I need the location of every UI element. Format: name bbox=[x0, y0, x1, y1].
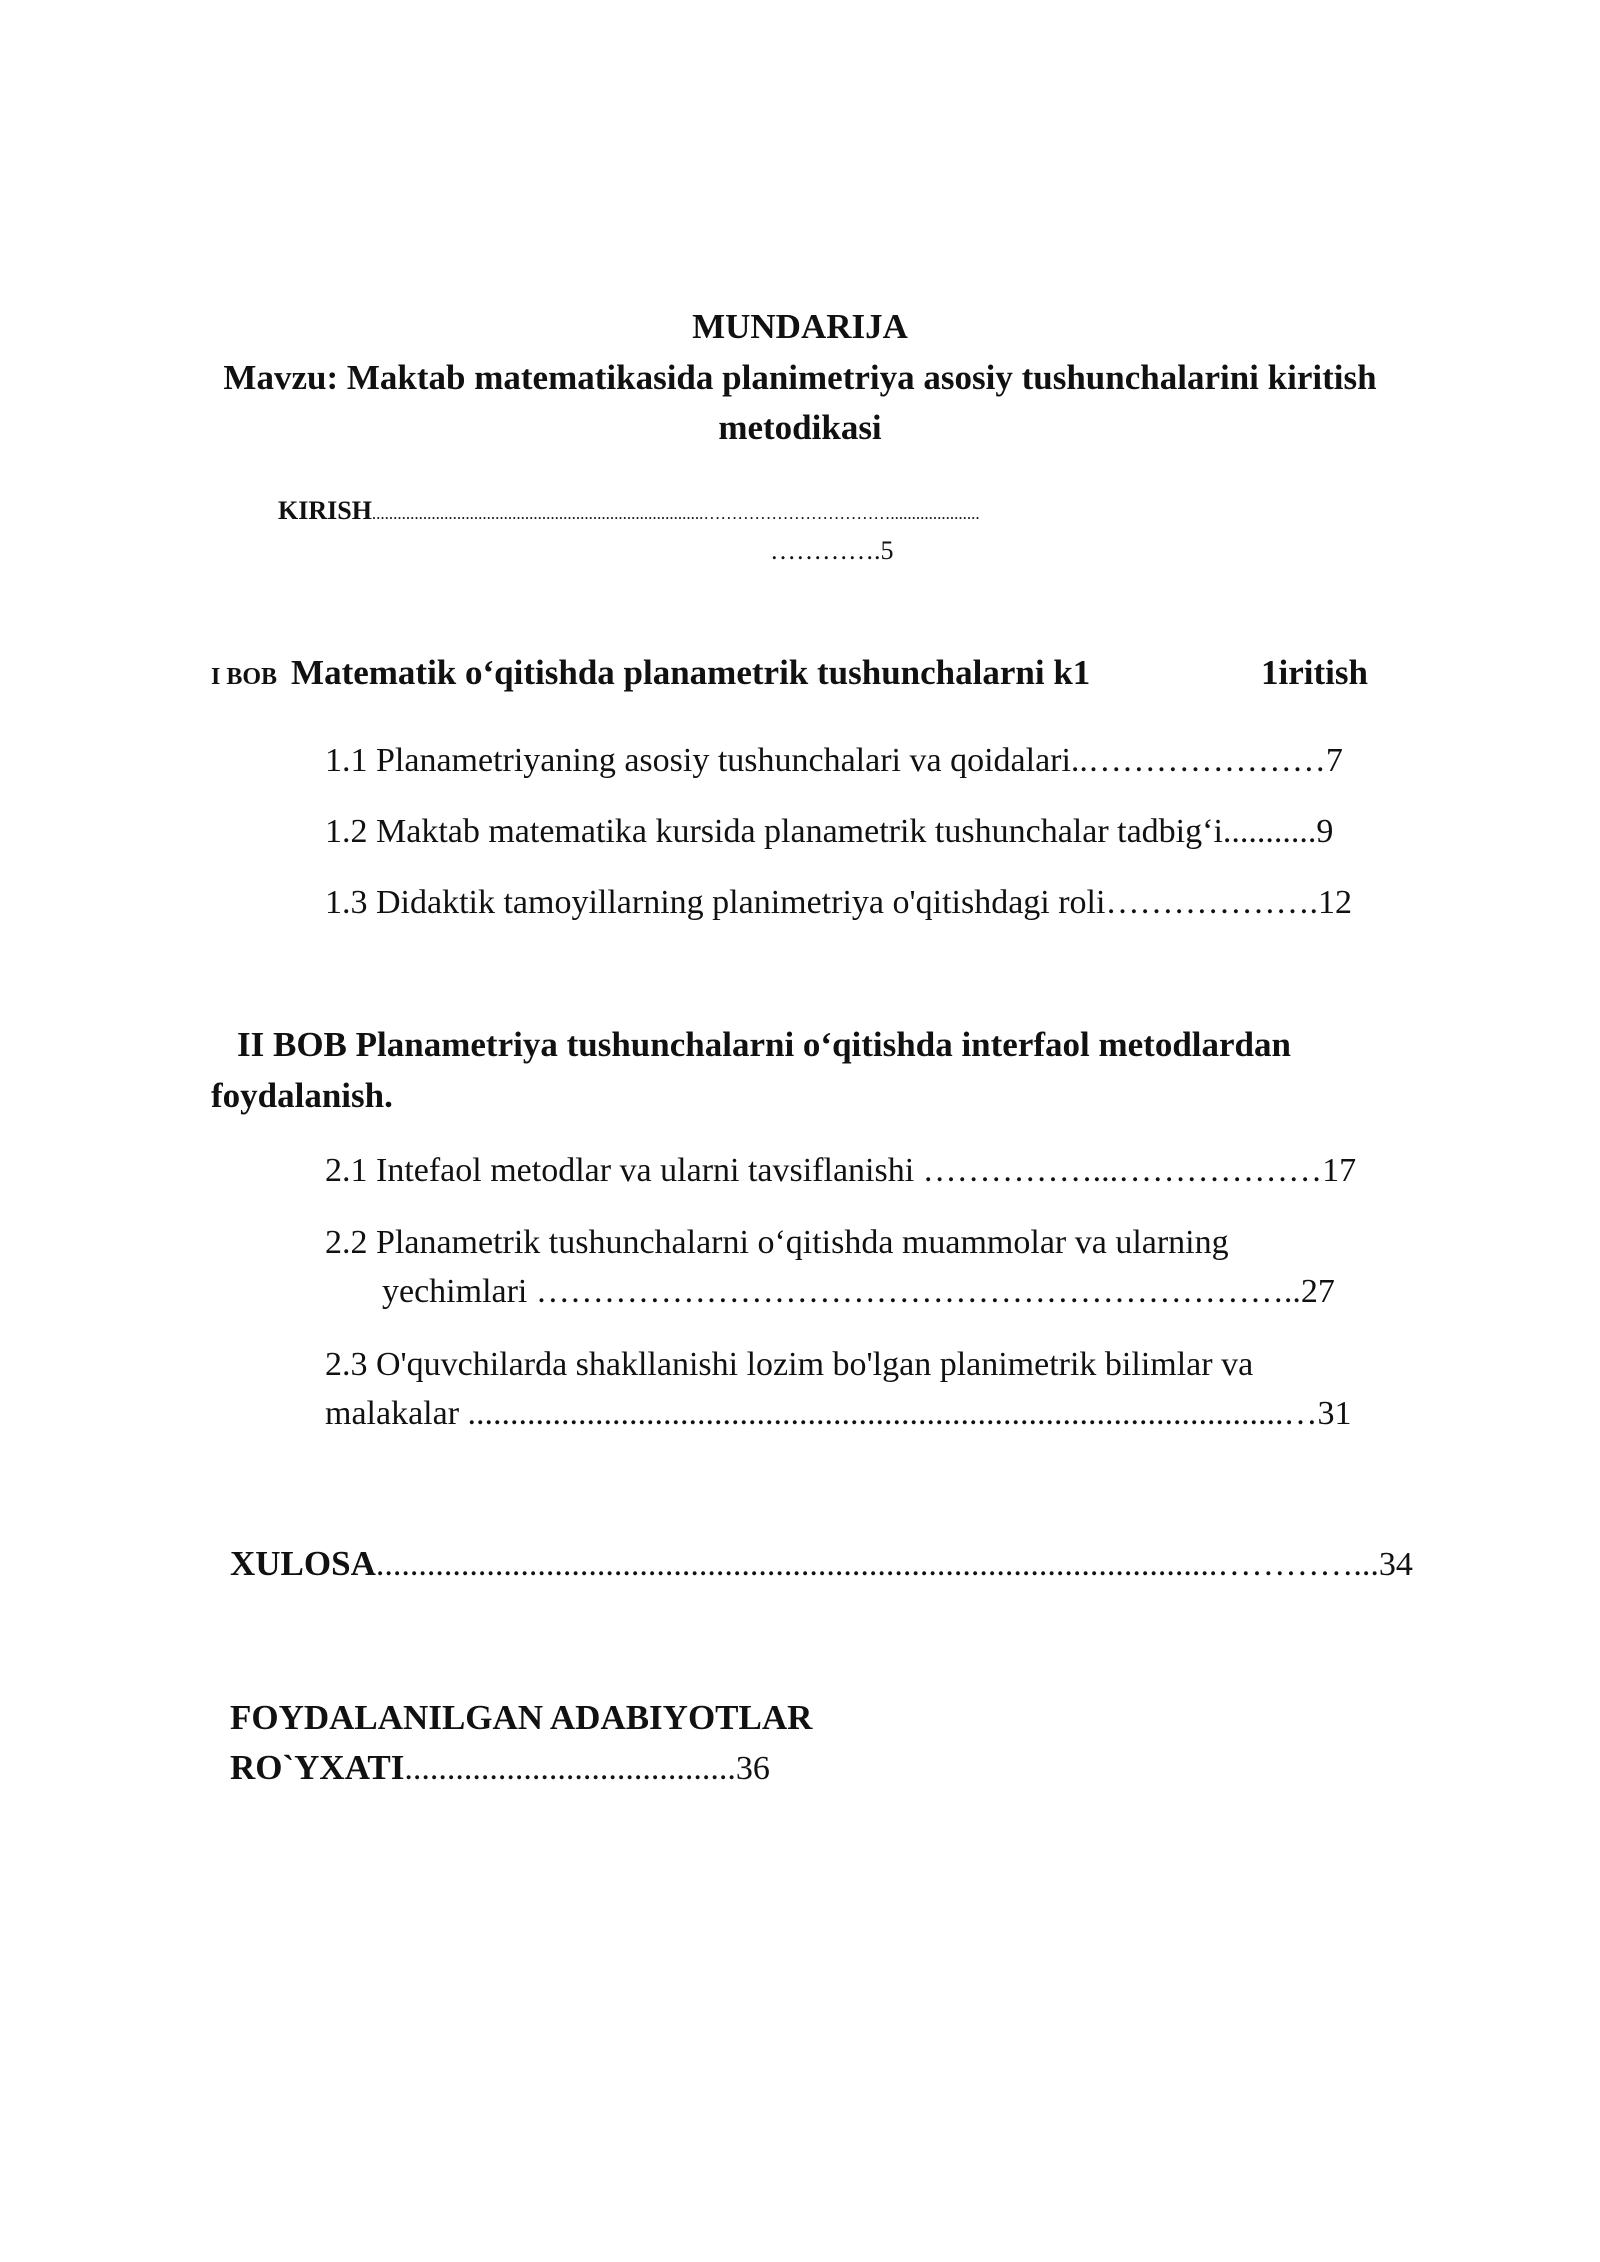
section-2-3-line-1: 2.3 O'quvchilarda shakllanishi lozim bo'lgan planimetrik bilimlar va bbox=[325, 1346, 1254, 1383]
toc-entry-intro bbox=[278, 498, 980, 524]
references-label-line-2: RO`YXATI bbox=[230, 1748, 405, 1787]
topic-line-2: metodikasi bbox=[718, 408, 882, 447]
section-2-3-line-2: malakalar ................................................................................................…31 bbox=[325, 1395, 1352, 1432]
section-2-1: 2.1 Intefaol metodlar va ularni tavsiflanishi ……………...………………17 bbox=[325, 1152, 1357, 1189]
chapter-1-title-text: Matematik o‘qitishda planametrik tushunchalarni k1 bbox=[291, 653, 1091, 692]
conclusion-label: XULOSA bbox=[230, 1544, 376, 1583]
topic-line-1: Mavzu: Maktab matematikasida planimetriya asosiy tushunchalarini kiritish bbox=[223, 358, 1377, 397]
section-1-3: 1.3 Didaktik tamoyillarning planimetriya o'qitishdagi roli……………….12 bbox=[325, 884, 1352, 921]
references-leader: ....................................... bbox=[404, 1750, 736, 1787]
intro-page-number: 5 bbox=[880, 536, 894, 565]
references-label-line-1: FOYDALANILGAN ADABIYOTLAR bbox=[230, 1698, 813, 1737]
intro-page-line bbox=[770, 538, 894, 564]
intro-label: KIRISH bbox=[278, 496, 372, 525]
intro-leader: ..............................................................................……………………………..................... bbox=[371, 504, 980, 523]
intro-leader-2: …………. bbox=[770, 536, 881, 565]
chapter-1-title bbox=[211, 655, 1090, 690]
section-1-2: 1.2 Maktab matematika kursida planametrik tushunchalar tadbig‘i...........9 bbox=[325, 813, 1334, 850]
section-1-1: 1.1 Planametriyaning asosiy tushunchalari va qoidalari..…………………7 bbox=[325, 742, 1343, 779]
section-2-2-line-2: yechimlari …………………………………………………………..27 bbox=[382, 1273, 1335, 1310]
conclusion-leader: ...................................................................................................…………... bbox=[375, 1546, 1379, 1583]
chapter-2-title-line-2: foydalanish. bbox=[211, 1076, 393, 1115]
chapter-1-prefix: I BOB bbox=[211, 664, 278, 690]
contents-heading: MUNDARIJA bbox=[692, 307, 908, 346]
chapter-2-title-line-1: II BOB Planametriya tushunchalarni o‘qitishda interfaol metodlardan bbox=[237, 1025, 1291, 1064]
toc-entry-references bbox=[230, 1750, 770, 1786]
toc-entry-conclusion bbox=[230, 1546, 1413, 1582]
conclusion-page-number: 34 bbox=[1378, 1546, 1413, 1583]
references-page-number: 36 bbox=[735, 1750, 770, 1787]
section-2-2-line-1: 2.2 Planametrik tushunchalarni o‘qitishda muammolar va ularning bbox=[325, 1224, 1229, 1261]
chapter-1-title-tail: 1iritish bbox=[1261, 653, 1368, 692]
